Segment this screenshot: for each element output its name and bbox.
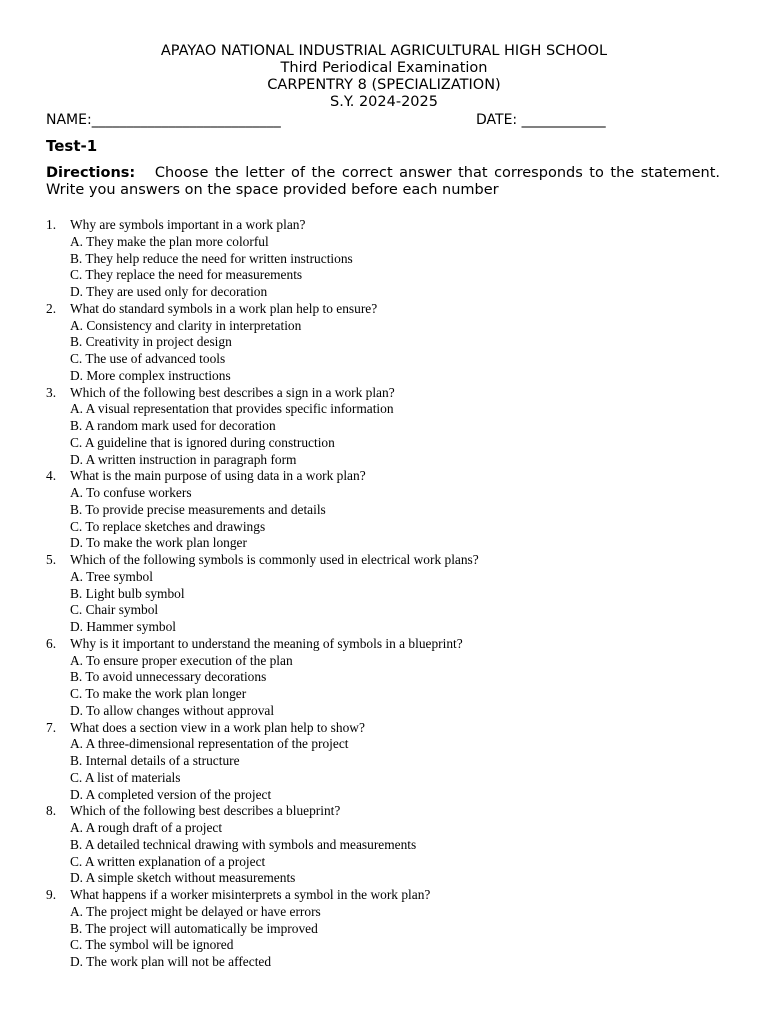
answer-option: C. The use of advanced tools bbox=[70, 351, 226, 366]
answer-option: D. More complex instructions bbox=[70, 367, 231, 383]
answer-option: D. A written instruction in paragraph form bbox=[70, 451, 297, 467]
answer-option: C. They replace the need for measurements bbox=[70, 267, 303, 283]
answer-option: A. Tree symbol bbox=[70, 568, 153, 584]
answer-option: D. A completed version of the project bbox=[70, 786, 272, 802]
directions-text: Choose the letter of the correct answer that corresponds to the statement. Write you answers on the space provided before each number bbox=[46, 165, 721, 198]
question-number: 9. bbox=[46, 887, 57, 902]
subject-title: CARPENTRY 8 (SPECIALIZATION) bbox=[267, 77, 501, 93]
question-item bbox=[46, 301, 726, 385]
answer-option: A. To confuse workers bbox=[70, 485, 192, 500]
answer-option: B. Internal details of a structure bbox=[70, 753, 240, 768]
question-text: Which of the following symbols is commonly used in electrical work plans? bbox=[70, 552, 479, 567]
question-text: Why is it important to understand the meaning of symbols in a blueprint? bbox=[70, 635, 463, 651]
answer-option: C. Chair symbol bbox=[70, 602, 159, 618]
answer-option: B. To provide precise measurements and details bbox=[70, 501, 326, 517]
answer-option: B. A detailed technical drawing with symbols and measurements bbox=[70, 836, 417, 852]
question-list bbox=[46, 217, 726, 971]
question-number: 1. bbox=[46, 217, 57, 232]
answer-option: D. To allow changes without approval bbox=[70, 702, 275, 718]
question-line bbox=[46, 720, 726, 737]
question-text: Why are symbols important in a work plan? bbox=[70, 217, 306, 232]
school-name: APAYAO NATIONAL INDUSTRIAL AGRICULTURAL HIGH SCHOOL bbox=[160, 43, 608, 59]
directions bbox=[46, 165, 720, 199]
question-number: 7. bbox=[46, 719, 57, 735]
question-number: 3. bbox=[46, 384, 57, 400]
question-item bbox=[46, 385, 726, 469]
question-text: What do standard symbols in a work plan help to ensure? bbox=[70, 300, 378, 316]
question-item bbox=[46, 887, 726, 971]
answer-option: D. They are used only for decoration bbox=[70, 284, 268, 299]
answer-option: A. Consistency and clarity in interpretation bbox=[70, 317, 302, 333]
school-year: S.Y. 2024-2025 bbox=[330, 94, 438, 110]
answer-option: C. To replace sketches and drawings bbox=[70, 518, 266, 534]
answer-option: B. They help reduce the need for written instructions bbox=[70, 250, 353, 266]
question-line bbox=[46, 552, 726, 569]
answer-option: D. A simple sketch without measurements bbox=[70, 870, 296, 886]
date-field: DATE: ____________ bbox=[476, 112, 606, 128]
question-line bbox=[46, 217, 726, 234]
question-number: 8. bbox=[46, 803, 57, 819]
answer-option: C. A written explanation of a project bbox=[70, 853, 266, 869]
question-line bbox=[46, 468, 726, 485]
answer-option: A. The project might be delayed or have errors bbox=[70, 903, 321, 919]
question-number: 2. bbox=[46, 300, 57, 316]
name-field: NAME:___________________________ bbox=[46, 112, 281, 128]
answer-option: B. A random mark used for decoration bbox=[70, 418, 276, 433]
question-line bbox=[46, 887, 726, 904]
exam-header bbox=[0, 43, 768, 111]
question-number: 6. bbox=[46, 635, 57, 651]
question-item bbox=[46, 468, 726, 552]
answer-option: A. They make the plan more colorful bbox=[70, 233, 269, 249]
question-text: What does a section view in a work plan help to show? bbox=[70, 719, 365, 735]
answer-option: B. The project will automatically be improved bbox=[70, 920, 318, 936]
question-item bbox=[46, 217, 726, 301]
answer-option: D. Hammer symbol bbox=[70, 619, 176, 634]
question-item bbox=[46, 636, 726, 720]
answer-option: D. To make the work plan longer bbox=[70, 535, 247, 551]
question-text: Which of the following best describes a sign in a work plan? bbox=[70, 384, 395, 400]
answer-option: C. A list of materials bbox=[70, 769, 181, 785]
answer-option: B. To avoid unnecessary decorations bbox=[70, 669, 267, 685]
question-line bbox=[46, 803, 726, 820]
exam-title: Third Periodical Examination bbox=[280, 60, 488, 76]
directions-label: Directions: bbox=[46, 165, 136, 181]
question-item bbox=[46, 803, 726, 887]
question-text: What happens if a worker misinterprets a symbol in the work plan? bbox=[70, 887, 431, 902]
answer-option: C. A guideline that is ignored during construction bbox=[70, 434, 335, 450]
answer-option: A. A visual representation that provides specific information bbox=[70, 401, 394, 417]
answer-option: C. The symbol will be ignored bbox=[70, 937, 234, 953]
question-number: 4. bbox=[46, 468, 57, 484]
student-info-row bbox=[46, 111, 726, 129]
answer-option: A. A rough draft of a project bbox=[70, 820, 223, 835]
question-item bbox=[46, 552, 726, 636]
answer-option: D. The work plan will not be affected bbox=[70, 954, 272, 969]
answer-option: A. To ensure proper execution of the plan bbox=[70, 652, 293, 668]
question-text: What is the main purpose of using data in a work plan? bbox=[70, 468, 366, 484]
answer-option: A. A three-dimensional representation of the project bbox=[70, 736, 349, 752]
question-line bbox=[46, 636, 726, 653]
question-text: Which of the following best describes a blueprint? bbox=[70, 803, 341, 819]
question-line bbox=[46, 301, 726, 318]
question-number: 5. bbox=[46, 552, 57, 567]
question-line bbox=[46, 385, 726, 402]
test-title: Test-1 bbox=[46, 137, 98, 155]
answer-option: B. Creativity in project design bbox=[70, 334, 232, 350]
question-item bbox=[46, 720, 726, 804]
answer-option: C. To make the work plan longer bbox=[70, 686, 247, 701]
answer-option: B. Light bulb symbol bbox=[70, 585, 185, 601]
